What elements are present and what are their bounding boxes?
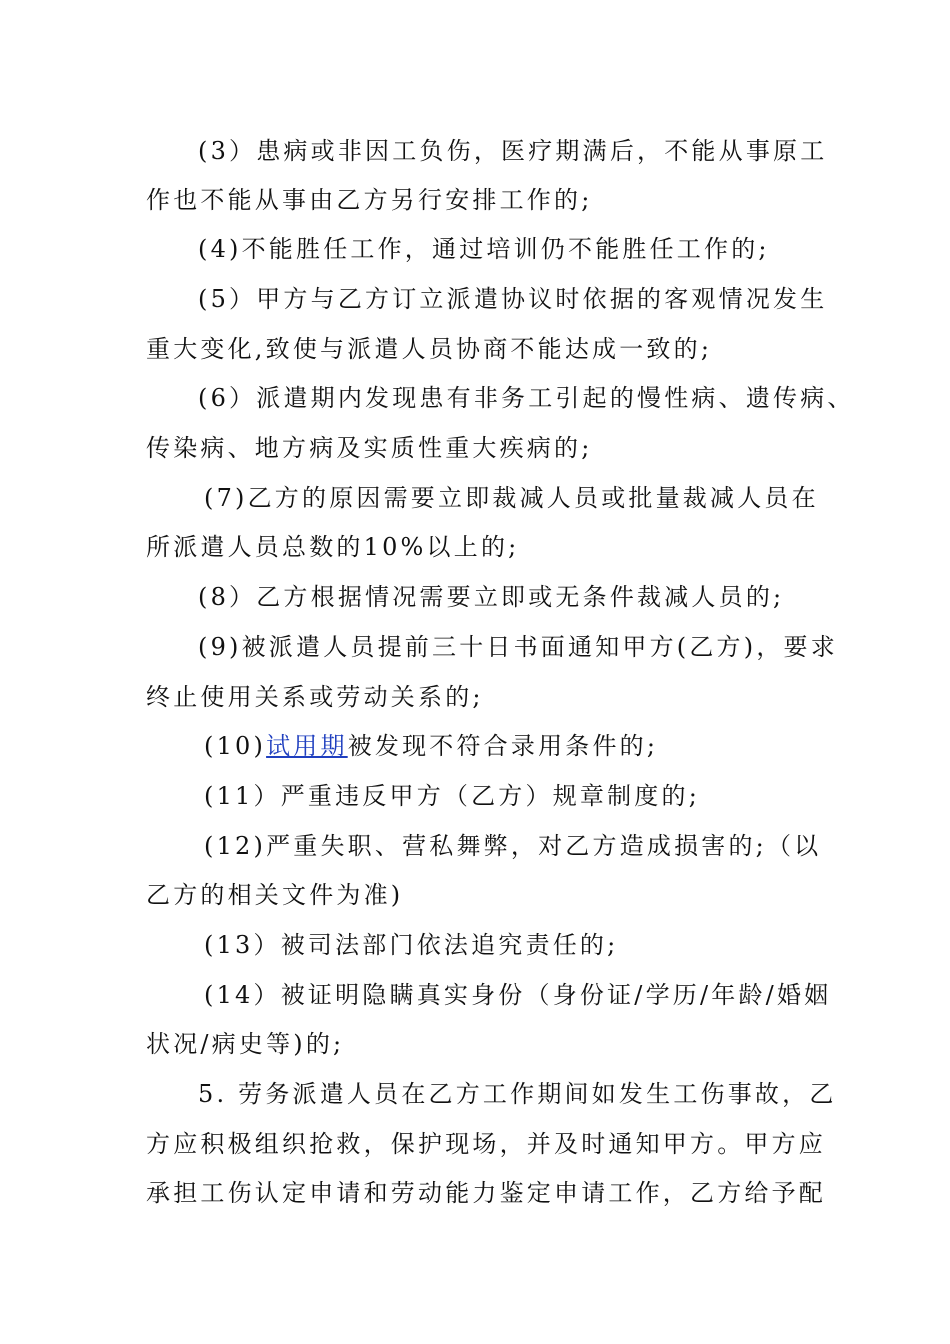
clause-13-line-1: (13）被司法部门依法追究责任的;: [204, 931, 619, 959]
clause-5-line-1: (5）甲方与乙方订立派遣协议时依据的客观情况发生: [198, 285, 828, 313]
clause-3-line-1: (3）患病或非因工负伤，医疗期满后，不能从事原工: [198, 137, 828, 165]
clause-7-line-2: 所派遣人员总数的10%以上的;: [146, 533, 520, 561]
clause-5-line-2: 重大变化,致使与派遣人员协商不能达成一致的;: [146, 335, 713, 363]
clause-10-text: 被发现不符合录用条件的;: [347, 732, 659, 760]
clause-3-line-2: 作也不能从事由乙方另行安排工作的;: [146, 186, 593, 214]
clause-9-line-2: 终止使用关系或劳动关系的;: [146, 683, 484, 711]
item-5-line-1: 5. 劳务派遣人员在乙方工作期间如发生工伤事故，乙: [198, 1080, 837, 1108]
clause-10-number: (10): [204, 732, 267, 760]
clause-6-line-1: (6）派遣期内发现患有非务工引起的慢性病、遗传病、: [198, 384, 855, 412]
item-5-line-3: 承担工伤认定申请和劳动能力鉴定申请工作，乙方给予配: [146, 1179, 826, 1207]
item-5-line-2: 方应积极组织抢救，保护现场，并及时通知甲方。甲方应: [146, 1130, 826, 1158]
clause-12-line-1: (12)严重失职、营私舞弊，对乙方造成损害的;（以: [204, 832, 822, 860]
clause-9-line-1: (9)被派遣人员提前三十日书面通知甲方(乙方)，要求: [198, 633, 838, 661]
clause-7-line-1: (7)乙方的原因需要立即裁减人员或批量裁减人员在: [204, 484, 819, 512]
clause-6-line-2: 传染病、地方病及实质性重大疾病的;: [146, 434, 593, 462]
clause-12-line-2: 乙方的相关文件为准): [146, 881, 404, 909]
clause-11-line-1: (11）严重违反甲方（乙方）规章制度的;: [204, 782, 700, 810]
clause-14-line-1: (14）被证明隐瞒真实身份（身份证/学历/年龄/婚姻: [204, 981, 832, 1009]
clause-10-line-1: [204, 731, 658, 761]
probation-period-link[interactable]: 试用期: [266, 732, 348, 760]
clause-4-line-1: (4)不能胜任工作，通过培训仍不能胜任工作的;: [198, 235, 770, 263]
clause-8-line-1: (8）乙方根据情况需要立即或无条件裁减人员的;: [198, 583, 785, 611]
clause-14-line-2: 状况/病史等)的;: [146, 1030, 345, 1058]
